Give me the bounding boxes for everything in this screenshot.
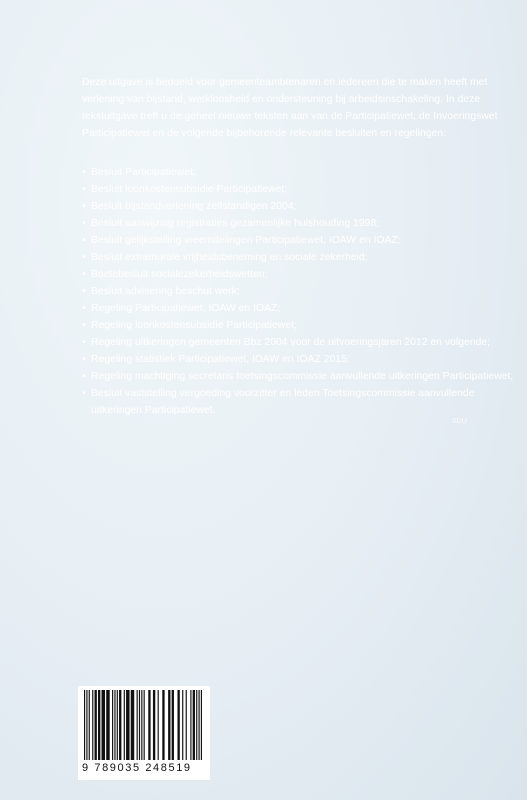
list-item: • Regeling uitkeringen gemeenten Bbz 2004 voor de uitvoeringsjaren 2012 en volgende; (82, 334, 502, 351)
list-item: • Besluit Participatiewet; (82, 164, 502, 181)
regulation-list (82, 164, 514, 419)
barcode-bar (186, 690, 187, 760)
barcode-bar (199, 690, 200, 760)
barcode-bar (126, 690, 130, 760)
list-item: • Regeling loonkostensubsidie Participatiewet; (82, 317, 502, 334)
barcode-bar (172, 690, 174, 760)
barcode-bar (182, 690, 183, 760)
barcode-bar (148, 690, 150, 760)
barcode-bar (89, 690, 90, 760)
barcode-bar (86, 690, 87, 760)
list-item: • Regeling statistiek Participatiewet, IOAW en IOAZ 2015; (82, 351, 502, 368)
barcode-bar (153, 690, 155, 760)
list-item (82, 385, 502, 419)
intro-line: Deze uitgave is bedoeld voor gemeenteambtenaren en iedereen die te maken heeft met (82, 77, 488, 88)
barcode-bar (98, 690, 100, 760)
intro-line: Participatiewet en de volgende bijbehorende relevante besluiten en regelingen: (82, 128, 446, 139)
barcode-bar (102, 690, 106, 760)
barcode-bar (137, 690, 138, 760)
barcode-bar (124, 690, 125, 760)
barcode-bar (158, 690, 159, 760)
barcode-bar (106, 690, 110, 760)
barcode-bar (141, 690, 142, 760)
intro-paragraph (82, 74, 502, 142)
barcode-bar (162, 690, 164, 760)
list-item-line: • Besluit vaststelling vergoeding voorzitter en leden Toetsingscommissie aanvullende (91, 388, 475, 399)
list-item: • Besluit loonkostensubsidie Participatiewet; (82, 181, 502, 198)
barcode (84, 690, 204, 762)
list-item: • Besluit gelijkstelling vreemdelingen Participatiewet, IOAW en IOAZ; (82, 232, 502, 249)
publisher-mark: SDU (452, 418, 467, 425)
barcode-bar (84, 690, 85, 760)
barcode-bar (144, 690, 145, 760)
list-item: • Besluit bijstandverlening zelfstandigen 2004; (82, 198, 502, 215)
list-item: • Besluit advisering beschut werk; (82, 283, 502, 300)
list-item: • Besluit aanwijzing registraties gezamenlijke huishouding 1998; (82, 215, 502, 232)
cover-text (82, 74, 514, 419)
barcode-bar (201, 690, 202, 760)
list-item-line: uitkeringen Participatiewet. (91, 405, 216, 416)
barcode-bar (190, 690, 191, 760)
barcode-bar (119, 690, 121, 760)
barcode-bar (95, 690, 97, 760)
barcode-bar (117, 690, 118, 760)
barcode-bar (177, 690, 179, 760)
list-item: • Regeling Participatiewet, IOAW en IOAZ; (82, 300, 502, 317)
barcode-bar (114, 690, 115, 760)
list-item: • Boetebesluit socialezekerheidswetten; (82, 266, 502, 283)
barcode-bar (168, 690, 170, 760)
barcode-bar (92, 690, 93, 760)
intro-line: verlening van bijstand, werkloosheid en ondersteuning bij arbeidsinschakeling. In deze (82, 94, 481, 105)
barcode-bar (131, 690, 135, 760)
barcode-bar (196, 690, 197, 760)
isbn-number: 9 789035 248519 (82, 762, 192, 774)
list-item: • Besluit extramurale vrijheidsbeneming en sociale zekerheid; (82, 249, 502, 266)
intro-line: tekstuitgave treft u de geheel nieuwe teksten aan van de Participatiewet, de Invoeringswet (82, 111, 498, 122)
list-item: • Regeling machtiging secretaris toetsingscommissie aanvullende uitkeringen Participatiewet; (82, 368, 502, 385)
barcode-box (78, 686, 210, 780)
barcode-bar (112, 690, 113, 760)
barcode-bar (139, 690, 140, 760)
barcode-bar (193, 690, 195, 760)
